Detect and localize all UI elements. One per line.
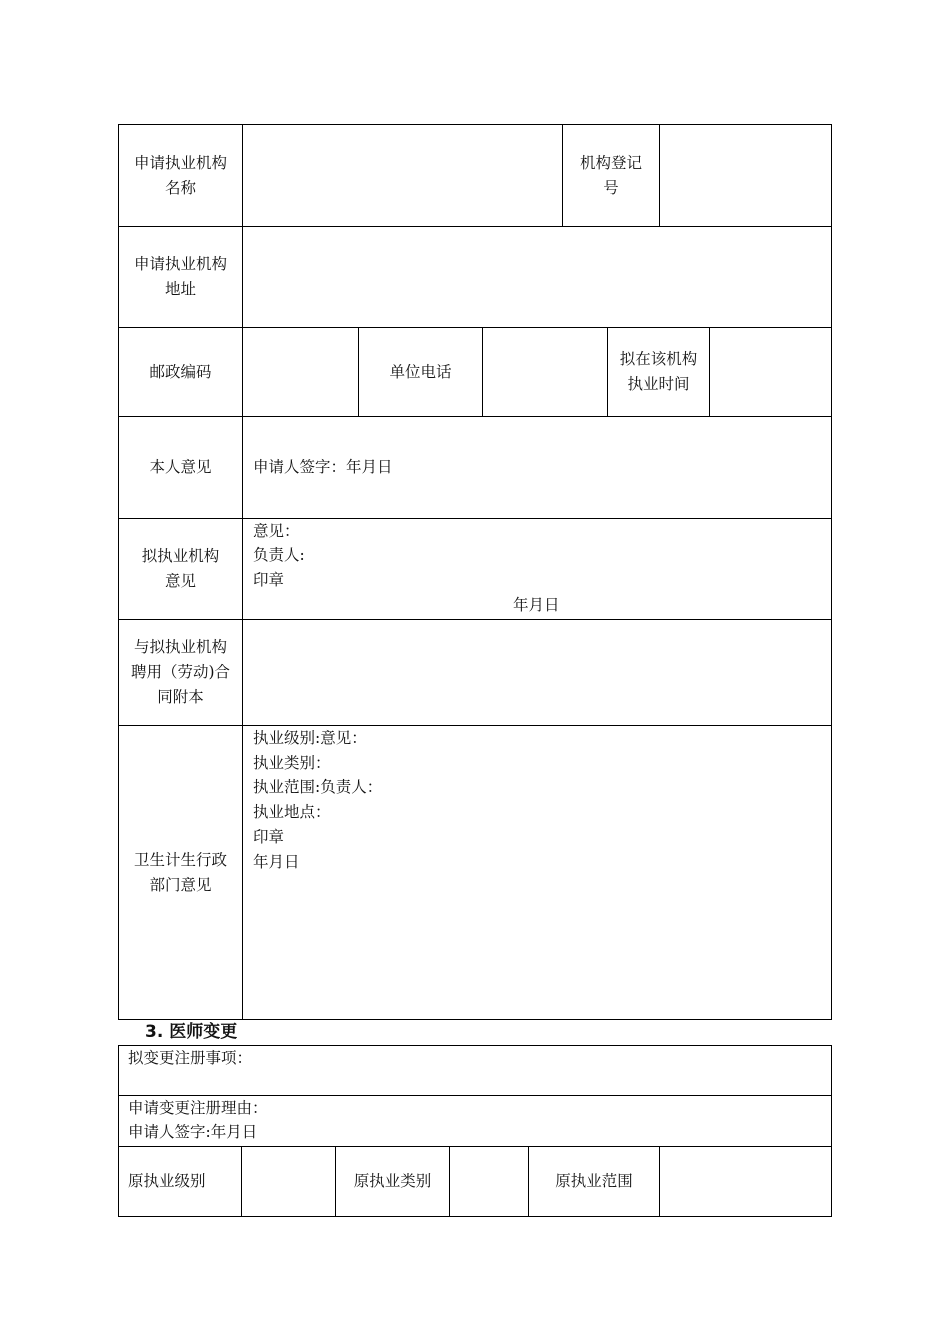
practice-location-line: 执业地点： bbox=[253, 803, 331, 821]
person-in-charge-line: 负责人: bbox=[253, 546, 305, 564]
target-institution-opinion-label: 拟执业机构 意见 bbox=[141, 547, 220, 590]
postal-code-field[interactable] bbox=[243, 328, 358, 416]
institution-address-label: 申请执业机构 地址 bbox=[133, 255, 227, 298]
change-applicant-signature: 申请人签字:年月日 bbox=[128, 1123, 258, 1141]
original-scope-label: 原执业范围 bbox=[555, 1172, 633, 1190]
unit-phone-label: 单位电话 bbox=[389, 362, 452, 381]
opinion-line: 意见： bbox=[253, 522, 300, 540]
practice-time-label: 拟在该机构 执业时间 bbox=[619, 350, 698, 393]
registration-number-field[interactable] bbox=[660, 125, 831, 226]
practice-time-field[interactable] bbox=[710, 328, 831, 416]
employment-contract-field[interactable] bbox=[243, 620, 831, 725]
original-category-label: 原执业类别 bbox=[353, 1172, 432, 1190]
change-reason: 申请变更注册理由： bbox=[128, 1099, 268, 1117]
section-heading-physician-change: 3. 医师变更 bbox=[145, 1022, 238, 1042]
original-level-field[interactable] bbox=[242, 1147, 335, 1216]
unit-phone-field[interactable] bbox=[483, 328, 607, 416]
date-line: 年月日 bbox=[513, 596, 560, 614]
employment-contract-label: 与拟执业机构 聘用（劳动)合 同附本 bbox=[130, 638, 231, 706]
postal-code-label: 邮政编码 bbox=[149, 362, 212, 381]
proposed-change-items: 拟变更注册事项： bbox=[128, 1049, 253, 1067]
department-seal-line: 印章 bbox=[253, 828, 285, 846]
institution-name-label: 申请执业机构 名称 bbox=[133, 153, 227, 197]
applicant-signature-text: 申请人签字：年月日 bbox=[253, 458, 393, 476]
registration-number-label: 机构登记 号 bbox=[579, 153, 642, 197]
seal-line: 印章 bbox=[253, 571, 285, 589]
practice-level-line: 执业级别:意见： bbox=[253, 729, 367, 747]
department-date-line: 年月日 bbox=[253, 853, 300, 871]
original-category-field[interactable] bbox=[450, 1147, 528, 1216]
personal-opinion-label: 本人意见 bbox=[149, 458, 212, 476]
institution-name-field[interactable] bbox=[243, 125, 562, 226]
practice-scope-line: 执业范围:负责人： bbox=[253, 778, 383, 796]
original-level-label: 原执业级别 bbox=[128, 1172, 206, 1190]
practice-category-line: 执业类别： bbox=[253, 754, 331, 772]
health-department-opinion-label: 卫生计生行政 部门意见 bbox=[133, 850, 227, 894]
institution-address-field[interactable] bbox=[243, 227, 831, 327]
original-scope-field[interactable] bbox=[660, 1147, 831, 1216]
